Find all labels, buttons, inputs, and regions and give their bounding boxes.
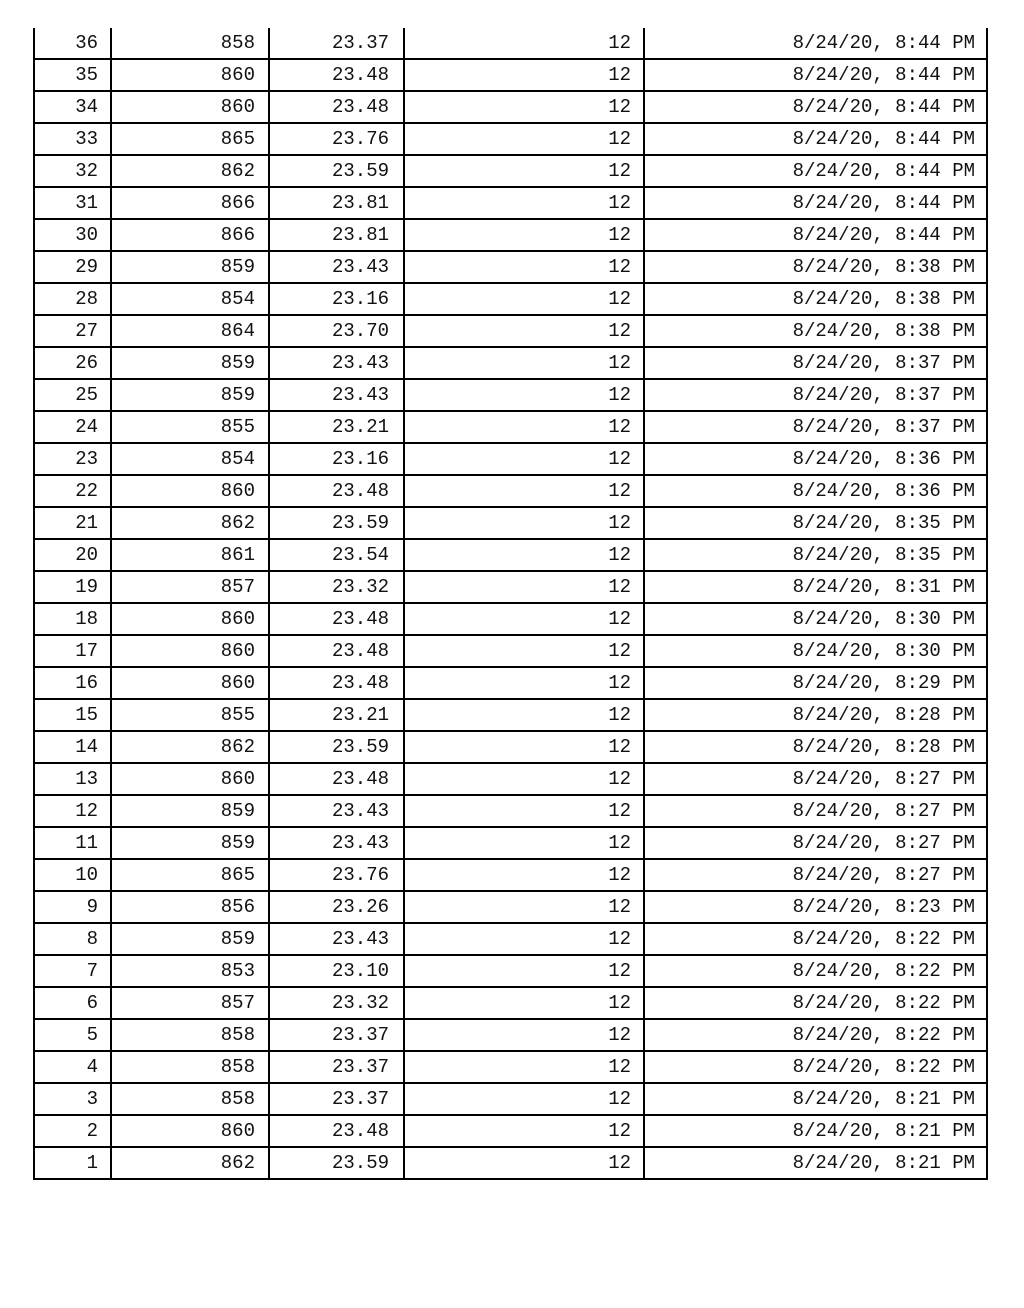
timestamp-cell: 8/24/20, 8:29 PM: [644, 667, 987, 699]
row-id-cell: 5: [34, 1019, 111, 1051]
reading-cell: 23.48: [269, 59, 404, 91]
timestamp-cell: 8/24/20, 8:27 PM: [644, 763, 987, 795]
row-id-cell: 16: [34, 667, 111, 699]
raw-value-cell: 860: [111, 603, 269, 635]
raw-value-cell: 860: [111, 91, 269, 123]
raw-value-cell: 864: [111, 315, 269, 347]
table-row: [34, 987, 987, 1019]
reading-cell: 23.26: [269, 891, 404, 923]
raw-value-cell: 855: [111, 699, 269, 731]
reading-cell: 23.59: [269, 155, 404, 187]
raw-value-cell: 857: [111, 571, 269, 603]
timestamp-cell: 8/24/20, 8:37 PM: [644, 411, 987, 443]
table-row: [34, 827, 987, 859]
raw-value-cell: 853: [111, 955, 269, 987]
reading-cell: 23.81: [269, 219, 404, 251]
row-id-cell: 26: [34, 347, 111, 379]
raw-value-cell: 858: [111, 28, 269, 59]
row-id-cell: 2: [34, 1115, 111, 1147]
raw-value-cell: 857: [111, 987, 269, 1019]
timestamp-cell: 8/24/20, 8:22 PM: [644, 987, 987, 1019]
timestamp-cell: 8/24/20, 8:22 PM: [644, 1051, 987, 1083]
row-id-cell: 8: [34, 923, 111, 955]
row-id-cell: 36: [34, 28, 111, 59]
reading-cell: 23.54: [269, 539, 404, 571]
table-row: [34, 699, 987, 731]
raw-value-cell: 859: [111, 923, 269, 955]
reading-cell: 23.37: [269, 1051, 404, 1083]
reading-cell: 23.76: [269, 859, 404, 891]
reading-cell: 23.21: [269, 411, 404, 443]
reading-cell: 23.10: [269, 955, 404, 987]
table-row: [34, 731, 987, 763]
raw-value-cell: 856: [111, 891, 269, 923]
raw-value-cell: 865: [111, 123, 269, 155]
raw-value-cell: 860: [111, 1115, 269, 1147]
count-cell: 12: [404, 795, 644, 827]
count-cell: 12: [404, 187, 644, 219]
timestamp-cell: 8/24/20, 8:30 PM: [644, 635, 987, 667]
reading-cell: 23.48: [269, 763, 404, 795]
timestamp-cell: 8/24/20, 8:22 PM: [644, 1019, 987, 1051]
reading-cell: 23.48: [269, 635, 404, 667]
count-cell: 12: [404, 539, 644, 571]
raw-value-cell: 858: [111, 1051, 269, 1083]
reading-cell: 23.48: [269, 91, 404, 123]
count-cell: 12: [404, 667, 644, 699]
row-id-cell: 21: [34, 507, 111, 539]
row-id-cell: 13: [34, 763, 111, 795]
timestamp-cell: 8/24/20, 8:21 PM: [644, 1115, 987, 1147]
reading-cell: 23.48: [269, 667, 404, 699]
reading-cell: 23.43: [269, 347, 404, 379]
table-row: [34, 603, 987, 635]
row-id-cell: 19: [34, 571, 111, 603]
timestamp-cell: 8/24/20, 8:23 PM: [644, 891, 987, 923]
count-cell: 12: [404, 923, 644, 955]
table-row: [34, 1115, 987, 1147]
raw-value-cell: 862: [111, 507, 269, 539]
count-cell: 12: [404, 123, 644, 155]
row-id-cell: 15: [34, 699, 111, 731]
count-cell: 12: [404, 315, 644, 347]
row-id-cell: 9: [34, 891, 111, 923]
timestamp-cell: 8/24/20, 8:44 PM: [644, 91, 987, 123]
table-row: [34, 315, 987, 347]
raw-value-cell: 862: [111, 155, 269, 187]
row-id-cell: 35: [34, 59, 111, 91]
table-row: [34, 1083, 987, 1115]
row-id-cell: 33: [34, 123, 111, 155]
timestamp-cell: 8/24/20, 8:21 PM: [644, 1083, 987, 1115]
table-row: [34, 475, 987, 507]
raw-value-cell: 854: [111, 443, 269, 475]
timestamp-cell: 8/24/20, 8:27 PM: [644, 827, 987, 859]
table-row: [34, 28, 987, 59]
timestamp-cell: 8/24/20, 8:44 PM: [644, 187, 987, 219]
reading-cell: 23.59: [269, 1147, 404, 1179]
row-id-cell: 34: [34, 91, 111, 123]
timestamp-cell: 8/24/20, 8:37 PM: [644, 379, 987, 411]
reading-cell: 23.48: [269, 603, 404, 635]
raw-value-cell: 860: [111, 475, 269, 507]
raw-value-cell: 858: [111, 1019, 269, 1051]
table-row: [34, 923, 987, 955]
table-row: [34, 379, 987, 411]
raw-value-cell: 860: [111, 59, 269, 91]
timestamp-cell: 8/24/20, 8:30 PM: [644, 603, 987, 635]
reading-cell: 23.43: [269, 827, 404, 859]
row-id-cell: 24: [34, 411, 111, 443]
table-row: [34, 59, 987, 91]
table-row: [34, 123, 987, 155]
table-row: [34, 283, 987, 315]
row-id-cell: 25: [34, 379, 111, 411]
table-row: [34, 219, 987, 251]
table-row: [34, 667, 987, 699]
raw-value-cell: 860: [111, 763, 269, 795]
count-cell: 12: [404, 635, 644, 667]
row-id-cell: 11: [34, 827, 111, 859]
timestamp-cell: 8/24/20, 8:35 PM: [644, 539, 987, 571]
reading-cell: 23.59: [269, 731, 404, 763]
timestamp-cell: 8/24/20, 8:28 PM: [644, 731, 987, 763]
timestamp-cell: 8/24/20, 8:21 PM: [644, 1147, 987, 1179]
count-cell: 12: [404, 1019, 644, 1051]
table-row: [34, 91, 987, 123]
row-id-cell: 28: [34, 283, 111, 315]
row-id-cell: 14: [34, 731, 111, 763]
reading-cell: 23.76: [269, 123, 404, 155]
timestamp-cell: 8/24/20, 8:44 PM: [644, 59, 987, 91]
table-row: [34, 635, 987, 667]
reading-cell: 23.32: [269, 571, 404, 603]
raw-value-cell: 858: [111, 1083, 269, 1115]
row-id-cell: 17: [34, 635, 111, 667]
table-row: [34, 1019, 987, 1051]
table-row: [34, 539, 987, 571]
table-row: [34, 859, 987, 891]
table-row: [34, 251, 987, 283]
raw-value-cell: 861: [111, 539, 269, 571]
raw-value-cell: 862: [111, 731, 269, 763]
row-id-cell: 4: [34, 1051, 111, 1083]
timestamp-cell: 8/24/20, 8:44 PM: [644, 155, 987, 187]
timestamp-cell: 8/24/20, 8:22 PM: [644, 955, 987, 987]
raw-value-cell: 866: [111, 187, 269, 219]
count-cell: 12: [404, 411, 644, 443]
row-id-cell: 20: [34, 539, 111, 571]
table-row: [34, 443, 987, 475]
timestamp-cell: 8/24/20, 8:38 PM: [644, 315, 987, 347]
reading-cell: 23.37: [269, 1019, 404, 1051]
count-cell: 12: [404, 347, 644, 379]
raw-value-cell: 859: [111, 379, 269, 411]
count-cell: 12: [404, 251, 644, 283]
table-row: [34, 187, 987, 219]
data-log-table: [33, 28, 988, 1180]
table-row: [34, 507, 987, 539]
count-cell: 12: [404, 219, 644, 251]
reading-cell: 23.21: [269, 699, 404, 731]
table-row: [34, 795, 987, 827]
count-cell: 12: [404, 891, 644, 923]
count-cell: 12: [404, 763, 644, 795]
timestamp-cell: 8/24/20, 8:44 PM: [644, 123, 987, 155]
count-cell: 12: [404, 731, 644, 763]
timestamp-cell: 8/24/20, 8:44 PM: [644, 219, 987, 251]
table-row: [34, 347, 987, 379]
count-cell: 12: [404, 699, 644, 731]
reading-cell: 23.43: [269, 251, 404, 283]
reading-cell: 23.16: [269, 283, 404, 315]
table-row: [34, 411, 987, 443]
count-cell: 12: [404, 1115, 644, 1147]
timestamp-cell: 8/24/20, 8:27 PM: [644, 859, 987, 891]
row-id-cell: 12: [34, 795, 111, 827]
row-id-cell: 29: [34, 251, 111, 283]
raw-value-cell: 859: [111, 347, 269, 379]
reading-cell: 23.43: [269, 379, 404, 411]
timestamp-cell: 8/24/20, 8:27 PM: [644, 795, 987, 827]
count-cell: 12: [404, 827, 644, 859]
row-id-cell: 22: [34, 475, 111, 507]
count-cell: 12: [404, 507, 644, 539]
timestamp-cell: 8/24/20, 8:31 PM: [644, 571, 987, 603]
row-id-cell: 18: [34, 603, 111, 635]
raw-value-cell: 859: [111, 795, 269, 827]
reading-cell: 23.48: [269, 1115, 404, 1147]
row-id-cell: 7: [34, 955, 111, 987]
reading-cell: 23.70: [269, 315, 404, 347]
timestamp-cell: 8/24/20, 8:28 PM: [644, 699, 987, 731]
timestamp-cell: 8/24/20, 8:37 PM: [644, 347, 987, 379]
timestamp-cell: 8/24/20, 8:36 PM: [644, 443, 987, 475]
raw-value-cell: 859: [111, 251, 269, 283]
count-cell: 12: [404, 1051, 644, 1083]
timestamp-cell: 8/24/20, 8:36 PM: [644, 475, 987, 507]
count-cell: 12: [404, 1147, 644, 1179]
reading-cell: 23.59: [269, 507, 404, 539]
reading-cell: 23.43: [269, 923, 404, 955]
count-cell: 12: [404, 91, 644, 123]
row-id-cell: 1: [34, 1147, 111, 1179]
reading-cell: 23.37: [269, 28, 404, 59]
raw-value-cell: 854: [111, 283, 269, 315]
table-row: [34, 1147, 987, 1179]
count-cell: 12: [404, 571, 644, 603]
row-id-cell: 30: [34, 219, 111, 251]
count-cell: 12: [404, 1083, 644, 1115]
row-id-cell: 6: [34, 987, 111, 1019]
reading-cell: 23.32: [269, 987, 404, 1019]
count-cell: 12: [404, 155, 644, 187]
table-row: [34, 763, 987, 795]
timestamp-cell: 8/24/20, 8:38 PM: [644, 251, 987, 283]
count-cell: 12: [404, 859, 644, 891]
table-row: [34, 891, 987, 923]
count-cell: 12: [404, 475, 644, 507]
raw-value-cell: 860: [111, 635, 269, 667]
count-cell: 12: [404, 987, 644, 1019]
data-log-body: [34, 28, 987, 1179]
row-id-cell: 10: [34, 859, 111, 891]
raw-value-cell: 859: [111, 827, 269, 859]
raw-value-cell: 865: [111, 859, 269, 891]
row-id-cell: 23: [34, 443, 111, 475]
timestamp-cell: 8/24/20, 8:44 PM: [644, 28, 987, 59]
reading-cell: 23.48: [269, 475, 404, 507]
raw-value-cell: 866: [111, 219, 269, 251]
count-cell: 12: [404, 603, 644, 635]
row-id-cell: 3: [34, 1083, 111, 1115]
count-cell: 12: [404, 379, 644, 411]
reading-cell: 23.43: [269, 795, 404, 827]
table-row: [34, 571, 987, 603]
timestamp-cell: 8/24/20, 8:22 PM: [644, 923, 987, 955]
timestamp-cell: 8/24/20, 8:38 PM: [644, 283, 987, 315]
row-id-cell: 27: [34, 315, 111, 347]
row-id-cell: 32: [34, 155, 111, 187]
count-cell: 12: [404, 443, 644, 475]
table-row: [34, 155, 987, 187]
reading-cell: 23.37: [269, 1083, 404, 1115]
raw-value-cell: 860: [111, 667, 269, 699]
count-cell: 12: [404, 28, 644, 59]
count-cell: 12: [404, 955, 644, 987]
row-id-cell: 31: [34, 187, 111, 219]
timestamp-cell: 8/24/20, 8:35 PM: [644, 507, 987, 539]
raw-value-cell: 862: [111, 1147, 269, 1179]
table-row: [34, 955, 987, 987]
reading-cell: 23.16: [269, 443, 404, 475]
count-cell: 12: [404, 59, 644, 91]
count-cell: 12: [404, 283, 644, 315]
reading-cell: 23.81: [269, 187, 404, 219]
raw-value-cell: 855: [111, 411, 269, 443]
table-row: [34, 1051, 987, 1083]
